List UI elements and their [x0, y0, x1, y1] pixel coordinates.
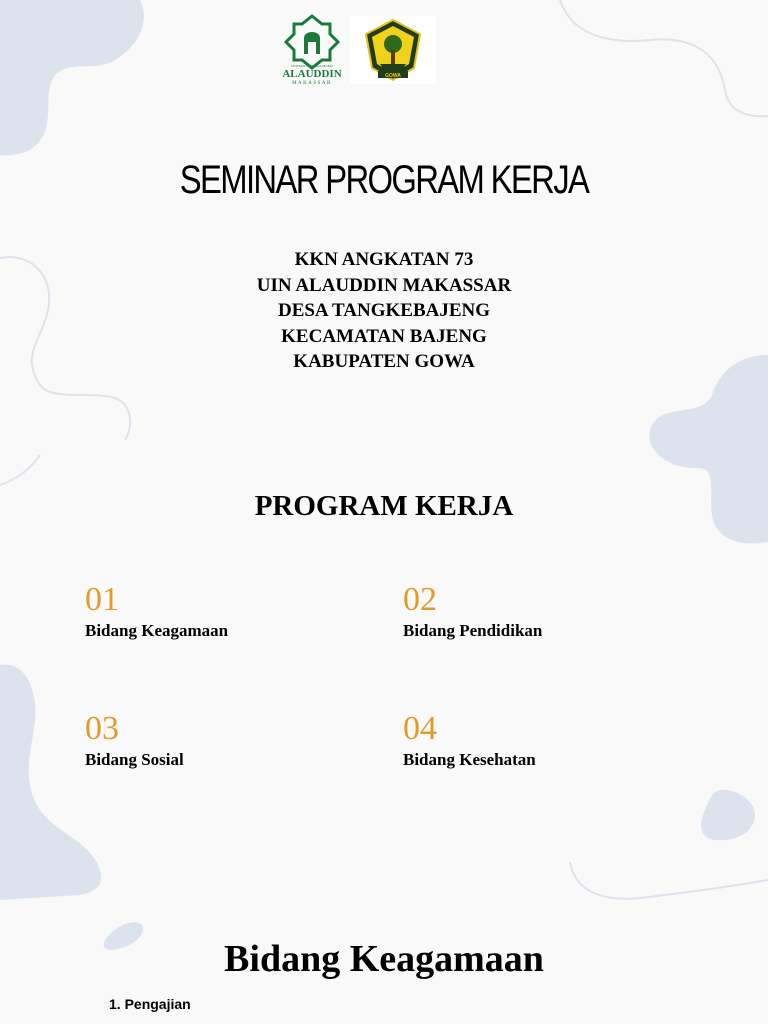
kkn-info	[0, 247, 768, 375]
program-item-01	[85, 581, 345, 641]
uin-alauddin-logo	[280, 14, 344, 86]
program-label: Bidang Pendidikan	[403, 621, 543, 640]
uin-name: ALAUDDIN	[282, 68, 342, 80]
program-label: Bidang Keagamaan	[85, 621, 229, 640]
program-number: 03	[85, 710, 119, 747]
program-item-04	[403, 710, 663, 770]
info-line: DESA TANGKEBAJENG	[277, 300, 491, 321]
section-list	[109, 996, 191, 1012]
section-title: Bidang Keagamaan	[224, 938, 544, 980]
logo-bar	[0, 14, 768, 86]
info-line: KABUPATEN GOWA	[293, 351, 475, 372]
program-number: 02	[403, 581, 437, 618]
gowa-text: GOWA	[385, 73, 401, 79]
program-label: Bidang Kesehatan	[403, 750, 536, 769]
program-label: Bidang Sosial	[85, 750, 184, 769]
program-item-02	[403, 581, 663, 641]
uin-city: MAKASSAR	[292, 81, 332, 86]
program-heading: PROGRAM KERJA	[254, 490, 514, 522]
info-line: KKN ANGKATAN 73	[294, 249, 474, 270]
program-number: 04	[403, 710, 437, 747]
page-title: SEMINAR PROGRAM KERJA	[179, 158, 589, 202]
info-line: UIN ALAUDDIN MAKASSAR	[256, 274, 512, 296]
program-number: 01	[85, 581, 119, 618]
info-line: KECAMATAN BAJENG	[281, 325, 487, 347]
gowa-regency-logo	[350, 16, 436, 84]
program-item-03	[85, 710, 345, 770]
uin-small-text: UNIVERSITAS ISLAM NEGERI	[291, 64, 333, 68]
list-item: 1. Pengajian	[109, 996, 191, 1012]
